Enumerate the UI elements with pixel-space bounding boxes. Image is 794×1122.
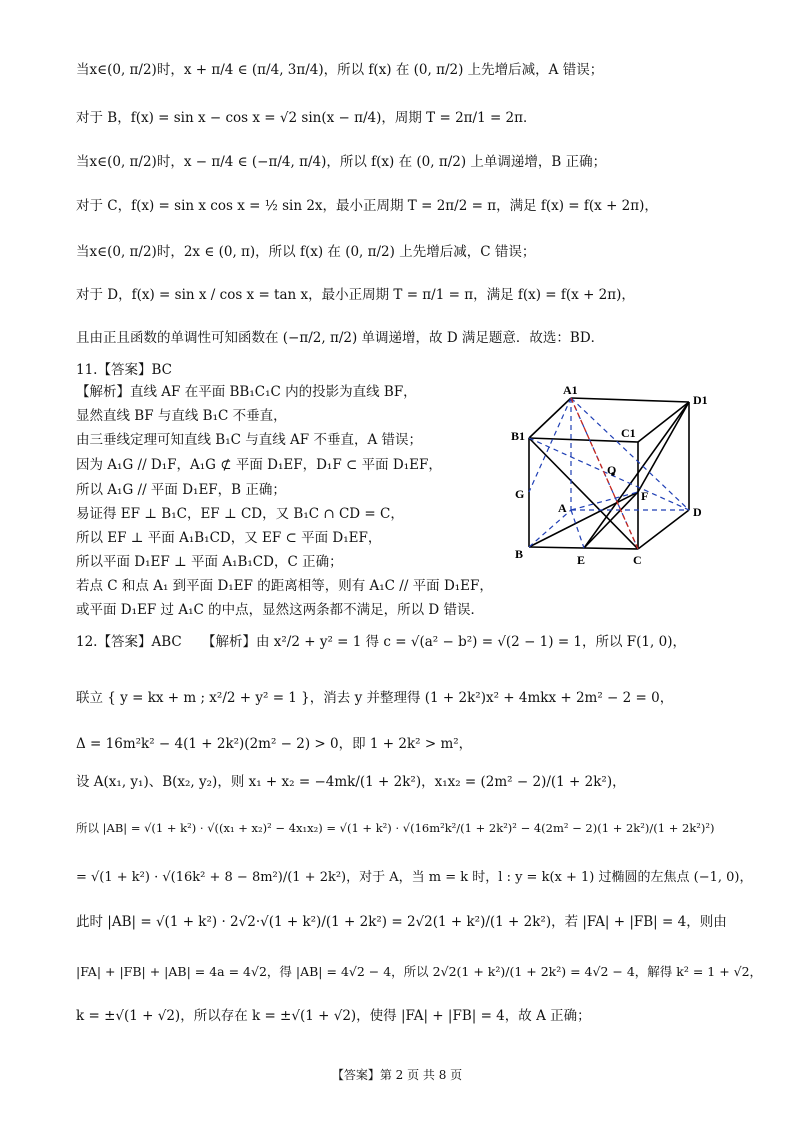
label-b: B — [515, 547, 524, 561]
text-line: 易证得 EF ⊥ B₁C，EF ⊥ CD，又 B₁C ∩ CD = C， — [76, 506, 404, 522]
text-line: 所以 A₁G // 平面 D₁EF，B 正确； — [76, 482, 286, 498]
page-footer: 【答案】第 2 页 共 8 页 — [331, 1068, 463, 1082]
text-line: 对于 C，f(x) = sin x cos x = ½ sin 2x，最小正周期 T = 2π/2 = π，满足 f(x) = f(x + 2π)， — [76, 198, 658, 214]
text-line: 当x∈(0, π/2)时，2x ∈ (0, π)，所以 f(x) 在 (0, π/2) 上先增后减，C 错误； — [76, 244, 536, 260]
text-line: 对于 B，f(x) = sin x − cos x = √2 sin(x − π/4)，周期 T = 2π/1 = 2π． — [76, 110, 537, 126]
text-line: 【解析】直线 AF 在平面 BB₁C₁C 内的投影为直线 BF， — [76, 384, 417, 400]
label-b1: B1 — [511, 429, 526, 443]
label-d: D — [693, 505, 702, 519]
text-line: 所以平面 D₁EF ⊥ 平面 A₁B₁CD，C 正确； — [76, 554, 343, 570]
text-line: 对于 D，f(x) = sin x / cos x = tan x，最小正周期 T = π/1 = π，满足 f(x) = f(x + 2π)， — [76, 287, 635, 303]
text-line: 因为 A₁G // D₁F，A₁G ⊄ 平面 D₁EF，D₁F ⊂ 平面 D₁EF， — [76, 457, 442, 473]
section-answer-11: 11.【答案】BC — [76, 362, 172, 378]
section-answer-12: 12.【答案】ABC 【解析】由 x²/2 + y² = 1 得 c = √(a² − b²) = √(2 − 1) = 1，所以 F(1, 0)， — [76, 634, 686, 650]
cube-figure — [505, 382, 720, 572]
text-line: 若点 C 和点 A₁ 到平面 D₁EF 的距离相等，则有 A₁C // 平面 D₁EF， — [76, 578, 493, 594]
text-line: 显然直线 BF 与直线 B₁C 不垂直， — [76, 408, 287, 424]
label-c1: C1 — [621, 426, 636, 440]
text-line: 所以 |AB| = √(1 + k²) · √((x₁ + x₂)² − 4x₁x₂) = √(1 + k²) · √(16m²k²/(1 + 2k²)² − 4(2m² − 2)(1 + 2k²)/(1 + 2k²)²) — [76, 821, 715, 835]
text-line: 当x∈(0, π/2)时，x − π/4 ∈ (−π/4, π/4)，所以 f(x) 在 (0, π/2) 上单调递增，B 正确； — [76, 154, 607, 170]
label-o: O — [607, 463, 617, 477]
label-g: G — [515, 487, 525, 501]
text-line: 由三垂线定理可知直线 B₁C 与直线 AF 不垂直，A 错误； — [76, 432, 422, 448]
text-line: 或平面 D₁EF 过 A₁C 的中点，显然这两条都不满足，所以 D 错误． — [76, 602, 485, 618]
text-line: Δ = 16m²k² − 4(1 + 2k²)(2m² − 2) > 0，即 1 + 2k² > m²， — [76, 736, 473, 752]
text-line: 所以 EF ⊥ 平面 A₁B₁CD，又 EF ⊂ 平面 D₁EF， — [76, 530, 382, 546]
text-line: = √(1 + k²) · √(16k² + 8 − 8m²)/(1 + 2k²)，对于 A，当 m = k 时，l : y = k(x + 1) 过椭圆的左焦点 (−1, 0)， — [76, 870, 753, 885]
text-line: 且由正且函数的单调性可知函数在 (−π/2, π/2) 单调递增，故 D 满足题意．故选：BD． — [76, 330, 605, 346]
text-line: 联立 { y = kx + m ; x²/2 + y² = 1 }，消去 y 并整理得 (1 + 2k²)x² + 4mkx + 2m² − 2 = 0， — [76, 690, 674, 706]
text-line: k = ±√(1 + √2)，所以存在 k = ±√(1 + √2)，使得 |FA| + |FB| = 4，故 A 正确； — [76, 1008, 591, 1024]
label-a: A — [558, 501, 567, 515]
text-line: 设 A(x₁, y₁)、B(x₂, y₂)，则 x₁ + x₂ = −4mk/(1 + 2k²)，x₁x₂ = (2m² − 2)/(1 + 2k²)， — [76, 774, 626, 790]
label-c: C — [633, 553, 642, 567]
label-f: F — [641, 489, 649, 503]
label-a1: A1 — [563, 383, 578, 397]
label-e: E — [577, 553, 586, 567]
text-line: 当x∈(0, π/2)时，x + π/4 ∈ (π/4, 3π/4)，所以 f(x) 在 (0, π/2) 上先增后减，A 错误； — [76, 62, 604, 78]
text-line: 此时 |AB| = √(1 + k²) · 2√2·√(1 + k²)/(1 + 2k²) = 2√2(1 + k²)/(1 + 2k²)，若 |FA| + |FB| = 4，则由 — [76, 914, 727, 930]
text-line: |FA| + |FB| + |AB| = 4a = 4√2，得 |AB| = 4√2 − 4，所以 2√2(1 + k²)/(1 + 2k²) = 4√2 − 4，解得 k² = 1 + √2， — [76, 964, 763, 979]
label-d1: D1 — [693, 393, 708, 407]
